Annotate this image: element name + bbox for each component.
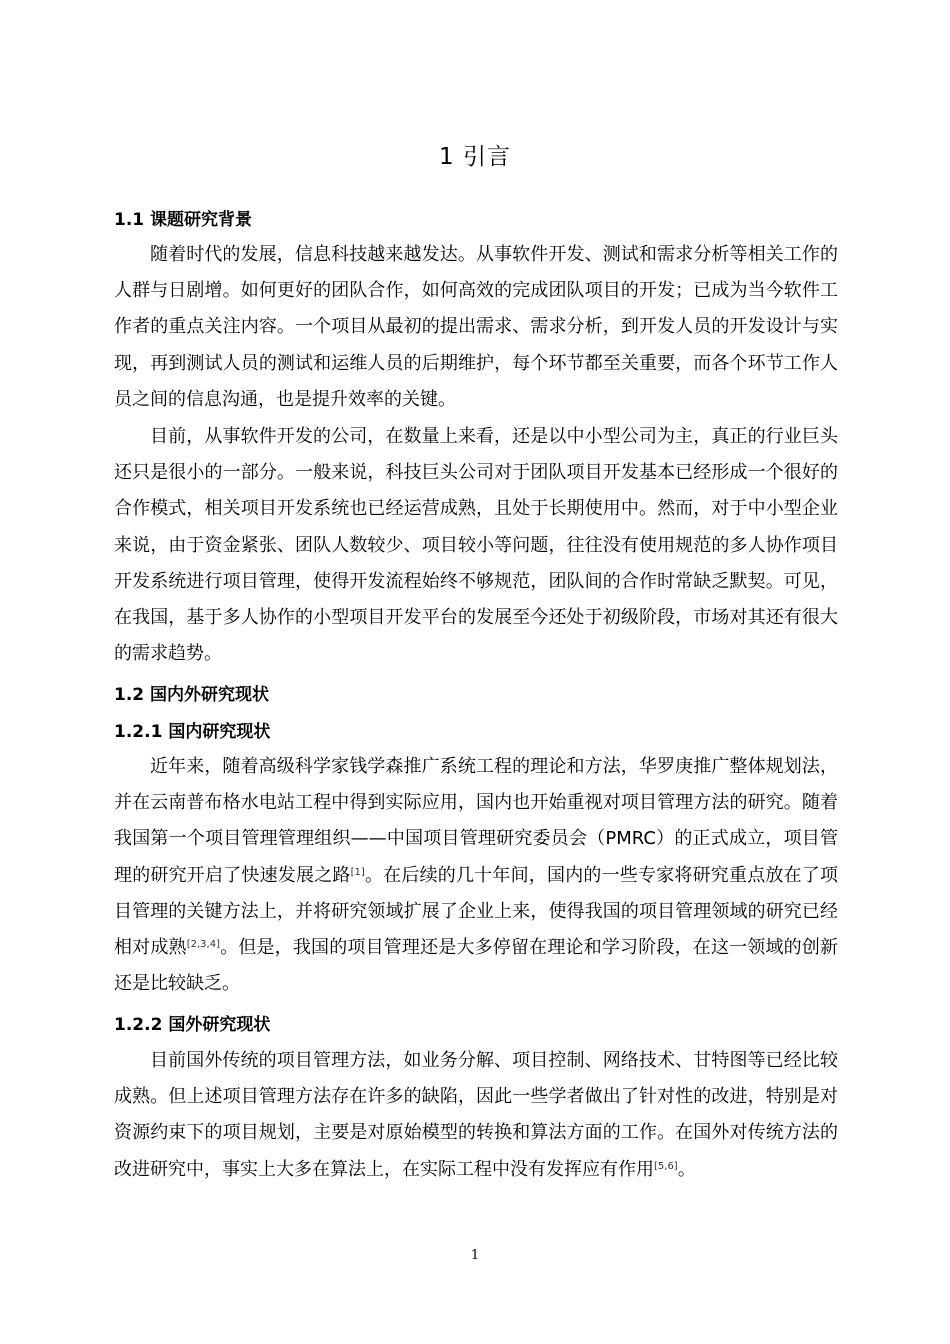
- citation-1: [1]: [350, 866, 365, 878]
- citation-5-6: [5,6]: [654, 1160, 678, 1172]
- paragraph-background-1: 随着时代的发展，信息科技越来越发达。从事软件开发、测试和需求分析等相关工作的人群与日剧增。如何更好的团队合作，如何高效的完成团队项目的开发；已成为当今软件工作者的重点关注内容。一个项目从最初的提出需求、需求分析，到开发人员的开发设计与实现，再到测试人员的测试和运维人员的后期维护，每个环节都至关重要，而各个环节工作人员之间的信息沟通，也是提升效率的关键。: [114, 244, 838, 410]
- section-heading-1-2-2: 1.2.2 国外研究现状: [114, 1015, 271, 1035]
- section-heading-1-2: 1.2 国内外研究现状: [114, 685, 270, 705]
- domestic-text-c: 。但是，我国的项目管理还是大多停留在理论和学习阶段，在这一领域的创新还是比较缺乏。: [114, 937, 839, 995]
- section-heading-1-1: 1.1 课题研究背景: [114, 210, 253, 230]
- paragraph-domestic-research: [114, 749, 838, 1002]
- citation-2-3-4: [2,3,4]: [186, 939, 220, 951]
- chapter-title: 1 引言: [439, 144, 511, 170]
- foreign-text-b: 。: [677, 1158, 696, 1180]
- section-heading-1-2-1: 1.2.1 国内研究现状: [114, 722, 271, 742]
- domestic-text-a: 近年来，随着高级科学家钱学森推广系统工程的理论和方法，华罗庚推广整体规划法，并在云南普布格水电站工程中得到实际应用，国内也开始重视对项目管理方法的研究。随着我国第一个项目管理管理组织——中国项目管理研究委员会（PMRC）的正式成立，项目管理的研究开启了快速发展之路: [114, 756, 838, 886]
- paragraph-background-2: 目前，从事软件开发的公司，在数量上来看，还是以中小型公司为主，真正的行业巨头还只是很小的一部分。一般来说，科技巨头公司对于团队项目开发基本已经形成一个很好的合作模式，相关项目开发系统也已经运营成熟，且处于长期使用中。然而，对于中小型企业来说，由于资金紧张、团队人数较少、项目较小等问题，往往没有使用规范的多人协作项目开发系统进行项目管理，使得开发流程始终不够规范，团队间的合作时常缺乏默契。可见，在我国，基于多人协作的小型项目开发平台的发展至今还处于初级阶段，市场对其还有很大的需求趋势。: [114, 426, 838, 665]
- domestic-text-b: 。在后续的几十年间，国内的一些专家将研究重点放在了项目管理的关键方法上，并将研究领域扩展了企业上来，使得我国的项目管理领域的研究已经相对成熟: [114, 864, 838, 959]
- paragraph-foreign-research: [114, 1043, 838, 1188]
- foreign-text-a: 目前国外传统的项目管理方法，如业务分解、项目控制、网络技术、甘特图等已经比较成熟。但上述项目管理方法存在许多的缺陷，因此一些学者做出了针对性的改进，特别是对资源约束下的项目规划，主要是对原始模型的转换和算法方面的工作。在国外对传统方法的改进研究中，事实上大多在算法上，在实际工程中没有发挥应有作用: [114, 1050, 838, 1180]
- page-number: 1: [470, 1248, 480, 1263]
